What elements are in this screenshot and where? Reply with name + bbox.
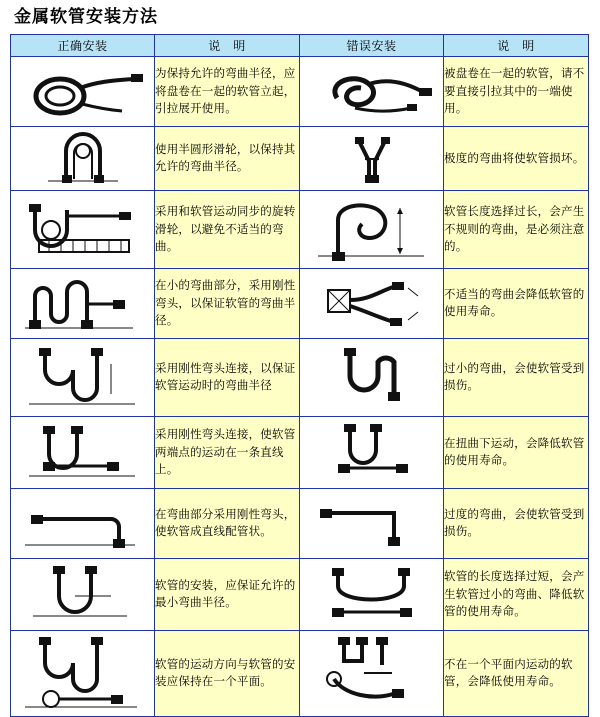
header-wrong-image: 错误安装 (300, 34, 444, 56)
row-desc: 软管的长度选择过短，会产生软管过小的弯曲、降低软管的使用寿命。 (444, 558, 589, 630)
table-row (11, 190, 589, 268)
row-desc: 为保持允许的弯曲半径，应将盘卷在一起的软管立起，引拉展开使用。 (155, 56, 300, 126)
row-desc: 采用刚性弯头连接，以保证软管运动时的弯曲半径 (155, 338, 300, 416)
table-body (11, 56, 589, 716)
table-header (11, 34, 589, 56)
overlong-hose-loop-icon (300, 190, 444, 268)
row-desc: 使用半圆形滑轮，以保持其允许的弯曲半径。 (155, 126, 300, 190)
table-row (11, 558, 589, 630)
row-desc: 软管的安装，应保证允许的最小弯曲半径。 (155, 558, 300, 630)
row-desc: 极度的弯曲将使软管损坏。 (444, 126, 589, 190)
semicircular-sheave-icon (11, 126, 155, 190)
table-row (11, 56, 589, 126)
excessive-bend-icon (300, 488, 444, 558)
out-of-plane-movement-icon (300, 630, 444, 716)
header-row (11, 34, 589, 56)
too-small-bend-icon (300, 338, 444, 416)
table-row (11, 126, 589, 190)
straight-pipe-elbow-icon (11, 488, 155, 558)
row-desc: 软管的运动方向与软管的安装应保持在一个平面。 (155, 630, 300, 716)
row-desc: 在弯曲部分采用刚性弯头，使软管成直线配管状。 (155, 488, 300, 558)
rotating-sheave-sync-icon (11, 190, 155, 268)
min-bend-radius-u-icon (11, 558, 155, 630)
table-row (11, 630, 589, 716)
overlong-sagging-hose-icon (300, 558, 444, 630)
row-desc: 在扭曲下运动，会降低软管的使用寿命。 (444, 416, 589, 488)
row-desc: 采用刚性弯头连接，使软管两端点的运动在一条直线上。 (155, 416, 300, 488)
row-desc: 不在一个平面内运动的软管，会降低使用寿命。 (444, 630, 589, 716)
table-row (11, 416, 589, 488)
row-desc: 采用和软管运动同步的旋转滑轮，以避免不适当的弯曲。 (155, 190, 300, 268)
row-desc: 过度的弯曲，会使软管受到损伤。 (444, 488, 589, 558)
table-row (11, 488, 589, 558)
table-row (11, 268, 589, 338)
row-desc: 不适当的弯曲会降低软管的使用寿命。 (444, 268, 589, 338)
row-desc: 在小的弯曲部分，采用刚性弯头，以保证软管的弯曲半径。 (155, 268, 300, 338)
improper-bend-icon (300, 268, 444, 338)
header-correct-desc: 说 明 (155, 34, 300, 56)
coiled-hose-pulled-icon (300, 56, 444, 126)
page-title: 金属软管安装方法 (14, 7, 158, 27)
row-desc: 被盘卷在一起的软管，请不要直接引拉其中的一端使用。 (444, 56, 589, 126)
installation-methods-table (10, 34, 589, 717)
rigid-elbow-small-bend-icon (11, 268, 155, 338)
row-desc: 过小的弯曲，会使软管受到损伤。 (444, 338, 589, 416)
row-desc: 软管长度选择过长，会产生不规则的弯曲，是必须注意的。 (444, 190, 589, 268)
header-wrong-desc: 说 明 (444, 34, 589, 56)
twisted-hose-icon (300, 416, 444, 488)
table-row (11, 338, 589, 416)
same-plane-movement-icon (11, 630, 155, 716)
rigid-elbow-straight-line-icon (11, 416, 155, 488)
sharp-bend-fork-icon (300, 126, 444, 190)
rigid-elbow-u-bend-icon (11, 338, 155, 416)
header-correct-image: 正确安装 (11, 34, 155, 56)
coiled-hose-standing-icon (11, 56, 155, 126)
